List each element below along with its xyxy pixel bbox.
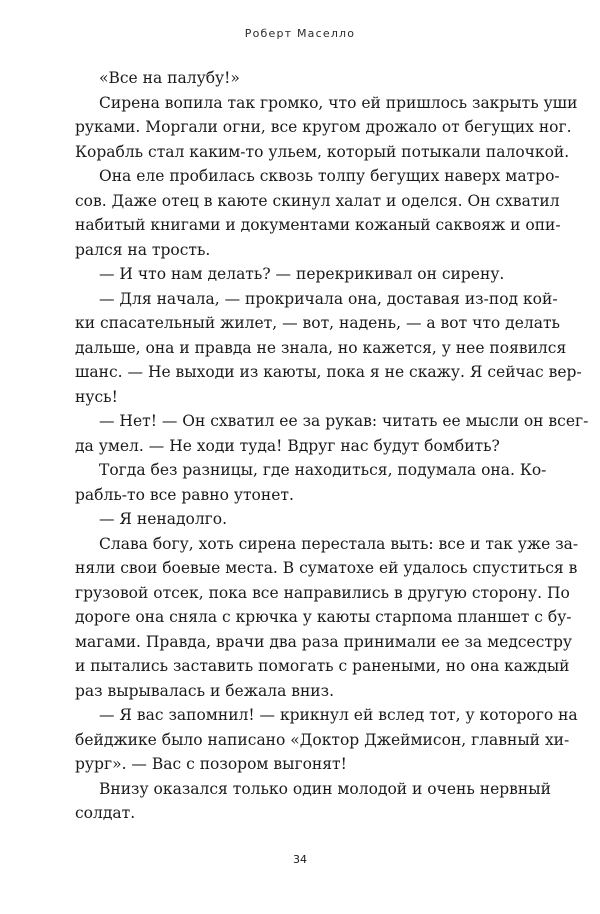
text-line: магами. Правда, врачи два раза принимали ее за медсестру <box>75 632 573 651</box>
text-line: набитый книгами и документами кожаный саквояж и опи- <box>75 216 561 234</box>
text-line: грузовой отсек, пока все направились в другую сторону. По <box>75 583 570 602</box>
text-line: раз вырывалась и бежала вниз. <box>75 681 335 700</box>
text-line: и пытались заставить помогать с ранеными, но она каждый <box>75 657 570 675</box>
text-line: Слава богу, хоть сирена перестала выть: все и так уже за- <box>99 534 579 553</box>
text-line: ки спасательный жилет, — вот, надень, — а вот что делать <box>75 314 560 332</box>
text-line: — Я ненадолго. <box>99 510 228 528</box>
text-line: — Я вас запомнил! — крикнул ей вслед тот, у которого на <box>99 706 578 724</box>
text-line: рург». — Вас с позором выгонят! <box>75 755 347 773</box>
text-line: Тогда без разницы, где находиться, подумала она. Ко- <box>99 461 547 479</box>
text-line: сов. Даже отец в каюте скинул халат и оделся. Он схватил <box>75 191 560 210</box>
text-line: Корабль стал каким-то ульем, который потыкали палочкой. <box>75 142 570 161</box>
text-line: руками. Моргали огни, все кругом дрожало от бегущих ног. <box>75 118 572 136</box>
body-text <box>75 66 589 826</box>
text-line: — Нет! — Он схватил ее за рукав: читать ее мысли он всег- <box>99 412 589 430</box>
text-line: Сирена вопила так громко, что ей пришлось закрыть уши <box>99 93 578 112</box>
text-line: да умел. — Не ходи туда! Вдруг нас будут бомбить? <box>75 436 500 455</box>
text-line: бейджике было написано «Доктор Джеймисон, главный хи- <box>75 730 570 749</box>
text-line: «Все на палубу!» <box>99 69 240 87</box>
running-head-author: Роберт Маселло <box>244 27 356 40</box>
text-line: — Для начала, — прокричала она, доставая из-под кой- <box>99 289 558 308</box>
text-line: солдат. <box>75 804 136 822</box>
text-line: няли свои боевые места. В суматохе ей удалось спуститься в <box>75 559 578 577</box>
text-line: рался на трость. <box>75 240 211 259</box>
page-number: 34 <box>293 853 307 866</box>
text-line: Она еле пробилась сквозь толпу бегущих наверх матро- <box>99 167 560 185</box>
text-line: шанс. — Не выходи из каюты, пока я не скажу. Я сейчас вер- <box>75 363 582 381</box>
text-line: дальше, она и правда не знала, но кажется, у нее появился <box>75 338 567 357</box>
text-line: нусь! <box>75 387 118 406</box>
text-line: Внизу оказался только один молодой и очень нервный <box>99 779 551 798</box>
text-line: — И что нам делать? — перекрикивал он сирену. <box>99 265 505 283</box>
text-line: дороге она сняла с крючка у каюты старпома планшет с бу- <box>75 608 572 626</box>
text-line: рабль-то все равно утонет. <box>75 485 294 504</box>
